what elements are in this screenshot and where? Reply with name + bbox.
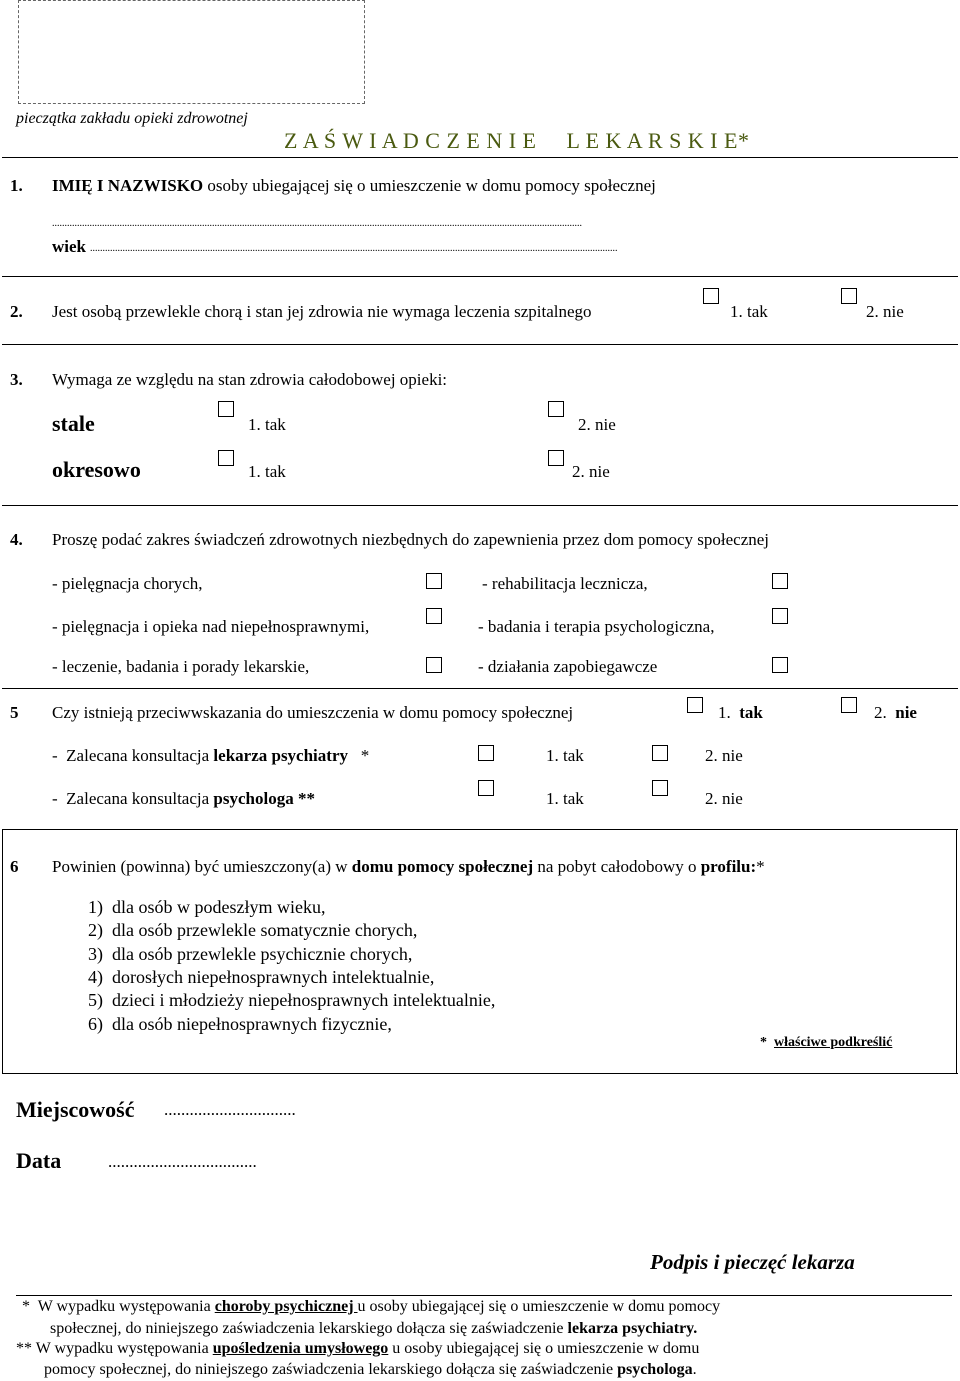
psychiatrist-no-label: 2. nie — [705, 746, 743, 765]
checkbox-s2-no[interactable] — [841, 288, 857, 304]
box-right-edge — [956, 829, 957, 1074]
service-item: - rehabilitacja lecznicza, — [482, 574, 648, 593]
checkbox-service[interactable] — [772, 573, 788, 589]
f2-a: ** W wypadku występowania — [16, 1340, 213, 1357]
checkbox-stale-no[interactable] — [548, 401, 564, 417]
section-2-number: 2. — [10, 302, 23, 321]
name-label-rest: osoby ubiegającej się o umieszczenie w domu pomocy społecznej — [203, 176, 656, 195]
okresowo-yes-label: 1. tak — [248, 462, 286, 481]
divider — [2, 344, 958, 345]
s5-yes-label — [718, 703, 763, 723]
profile-option: 2) dla osób przewlekle somatycznie chorych, — [88, 920, 418, 940]
s5-no-num: 2. — [874, 703, 887, 722]
checkbox-service[interactable] — [772, 657, 788, 673]
service-item: - pielęgnacja chorych, — [52, 574, 203, 593]
s6-t2: domu pomocy społecznej — [351, 857, 534, 876]
age-label: wiek — [52, 237, 86, 256]
note-text: właściwe podkreślić — [774, 1035, 893, 1050]
checkbox-service[interactable] — [772, 608, 788, 624]
psychologist-no-label: 2. nie — [705, 789, 743, 808]
section-5-number: 5 — [10, 703, 19, 722]
s6-t4: profilu: — [700, 857, 757, 876]
c2-post: ** — [293, 789, 315, 808]
f1-a: * W wypadku występowania — [22, 1298, 215, 1315]
f2-c: u osoby ubiegającej się o umieszczenie w domu — [388, 1340, 700, 1357]
footnote-2-line-1 — [16, 1340, 699, 1358]
checkbox-psychologist-no[interactable] — [652, 780, 668, 796]
place-field[interactable]: ............................... — [164, 1100, 296, 1119]
f1-e: lekarza psychiatry. — [567, 1320, 698, 1337]
checkbox-s5-yes[interactable] — [687, 697, 703, 713]
checkbox-s5-no[interactable] — [841, 697, 857, 713]
footnote-2-line-2 — [44, 1361, 697, 1379]
service-item: - pielęgnacja i opieka nad niepełnosprawnymi, — [52, 617, 370, 636]
divider — [2, 1073, 958, 1074]
section-1-label — [52, 176, 656, 196]
service-item: - badania i terapia psychologiczna, — [478, 617, 715, 636]
checkbox-okresowo-no[interactable] — [548, 450, 564, 466]
date-field[interactable]: ................................... — [108, 1152, 257, 1171]
f2-f: . — [692, 1361, 697, 1378]
f1-c: u osoby ubiegającej się o umieszczenie w domu pomocy — [357, 1298, 721, 1315]
f1-b: choroby psychicznej — [214, 1298, 358, 1315]
f2-e: psychologa — [617, 1361, 693, 1378]
c2-bold: psychologa — [213, 789, 294, 808]
profile-option: 6) dla osób niepełnosprawnych fizycznie, — [88, 1014, 392, 1034]
f2-d: pomocy społecznej, do niniejszego zaświadczenia lekarskiego dołącza się zaświadczenie — [44, 1361, 618, 1378]
checkbox-stale-yes[interactable] — [218, 401, 234, 417]
psychologist-yes-label: 1. tak — [546, 789, 584, 808]
box-left-edge — [2, 829, 3, 1074]
stale-no-label: 2. nie — [578, 415, 616, 434]
age-field[interactable]: ................................................................................................................................................................................................................... — [90, 243, 618, 254]
document-title: Z A Ś W I A D C Z E N I E L E K A R S K I E* — [284, 128, 750, 153]
checkbox-s2-yes[interactable] — [703, 288, 719, 304]
section-5-text: Czy istnieją przeciwwskazania do umieszczenia w domu pomocy społecznej — [52, 703, 574, 722]
section-3-text: Wymaga ze względu na stan zdrowia całodobowej opieki: — [52, 370, 448, 389]
divider — [2, 688, 958, 689]
service-item: - działania zapobiegawcze — [478, 657, 658, 676]
okresowo-no-label: 2. nie — [572, 462, 610, 481]
profile-option: 1) dla osób w podeszłym wieku, — [88, 897, 326, 917]
footnote-divider — [16, 1295, 952, 1296]
checkbox-psychiatrist-yes[interactable] — [478, 745, 494, 761]
f2-b: upośledzenia umysłowego — [212, 1340, 389, 1357]
service-item: - leczenie, badania i porady lekarskie, — [52, 657, 310, 676]
checkbox-service[interactable] — [426, 657, 442, 673]
stamp-box — [18, 0, 365, 104]
s6-t3: na pobyt całodobowy o — [533, 857, 701, 876]
checkbox-psychiatrist-no[interactable] — [652, 745, 668, 761]
s6-t1: Powinien (powinna) być umieszczony(a) w — [52, 857, 352, 876]
s5-no-word: nie — [895, 703, 917, 722]
s6-t5: * — [756, 857, 765, 876]
s5-no-label — [874, 703, 917, 723]
profile-option: 4) dorosłych niepełnosprawnych intelektualnie, — [88, 967, 435, 987]
profile-option: 3) dla osób przewlekle psychicznie chorych, — [88, 944, 413, 964]
stale-yes-label: 1. tak — [248, 415, 286, 434]
section-4-text: Proszę podać zakres świadczeń zdrowotnych niezbędnych do zapewnienia przez dom pomocy społecznej — [52, 530, 770, 549]
s5-yes-word: tak — [739, 703, 763, 722]
psychiatrist-consult-label — [52, 746, 369, 766]
name-label: IMIĘ I NAZWISKO — [52, 176, 204, 195]
row-okresowo-label: okresowo — [52, 457, 141, 482]
note-star: * — [760, 1035, 767, 1050]
s2-no-label: 2. nie — [866, 302, 904, 321]
date-label: Data — [16, 1148, 62, 1173]
divider — [2, 157, 958, 158]
section-1-number: 1. — [10, 176, 23, 195]
checkbox-service[interactable] — [426, 573, 442, 589]
section-6-text — [52, 857, 765, 877]
f1-d: społecznej, do niniejszego zaświadczenia lekarskiego dołącza się zaświadczenie — [50, 1320, 568, 1337]
stamp-caption: pieczątka zakładu opieki zdrowotnej — [16, 110, 248, 127]
underline-note — [760, 1035, 892, 1051]
checkbox-psychologist-yes[interactable] — [478, 780, 494, 796]
psychologist-consult-label — [52, 789, 315, 809]
row-stale-label: stale — [52, 411, 95, 436]
divider — [2, 505, 958, 506]
s5-yes-num: 1. — [718, 703, 731, 722]
footnote-1-line-1 — [22, 1298, 720, 1316]
psychiatrist-yes-label: 1. tak — [546, 746, 584, 765]
divider — [2, 829, 958, 830]
section-2-text: Jest osobą przewlekle chorą i stan jej zdrowia nie wymaga leczenia szpitalnego — [52, 302, 592, 321]
checkbox-service[interactable] — [426, 608, 442, 624]
checkbox-okresowo-yes[interactable] — [218, 450, 234, 466]
name-field[interactable]: .................................................................................................................................................................................................................... — [52, 218, 582, 229]
divider — [2, 276, 958, 277]
c1-bold: lekarza psychiatry — [213, 746, 348, 765]
footnote-1-line-2 — [50, 1320, 697, 1338]
signature-label: Podpis i pieczęć lekarza — [650, 1250, 855, 1274]
place-label: Miejscowość — [16, 1097, 135, 1122]
section-3-number: 3. — [10, 370, 23, 389]
section-4-number: 4. — [10, 530, 23, 549]
section-6-number: 6 — [10, 857, 19, 876]
c2-pre: - Zalecana konsultacja — [52, 789, 214, 808]
c1-post: * — [348, 746, 370, 765]
profile-option: 5) dzieci i młodzieży niepełnosprawnych intelektualnie, — [88, 990, 496, 1010]
c1-pre: - Zalecana konsultacja — [52, 746, 214, 765]
s2-yes-label: 1. tak — [730, 302, 768, 321]
